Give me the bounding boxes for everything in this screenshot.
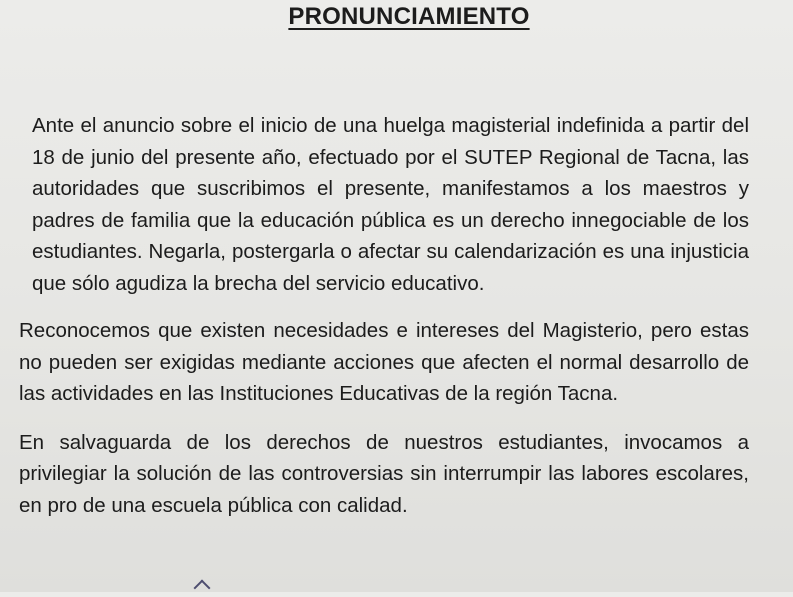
document-body xyxy=(19,110,749,537)
paragraph-safeguard: En salvaguarda de los derechos de nuestros estudiantes, invocamos a privilegiar la solución de las controversias sin interrumpir las labores escolares, en pro de una escuela pública con calidad. xyxy=(19,430,749,517)
pen-mark-icon xyxy=(194,580,211,597)
document-title: PRONUNCIAMIENTO xyxy=(288,3,530,30)
paragraph-recognition: Reconocemos que existen necesidades e intereses del Magisterio, pero estas no pueden ser exigidas mediante acciones que afecten el normal desarrollo de las actividades en las Instituciones Educativas de la región Tacna. xyxy=(19,319,749,405)
paragraph-announcement: Ante el anuncio sobre el inicio de una huelga magisterial indefinida a partir del 18 de junio del presente año, efectuado por el SUTEP Regional de Tacna, las autoridades que suscribimos el presente, manifestamos a los maestros y padres de familia que la educación pública es un derecho innegociable de los estudiantes. Negarla, postergarla o afectar su calendarización es una injusticia que sólo agudiza la brecha del servicio educativo. xyxy=(32,114,749,295)
